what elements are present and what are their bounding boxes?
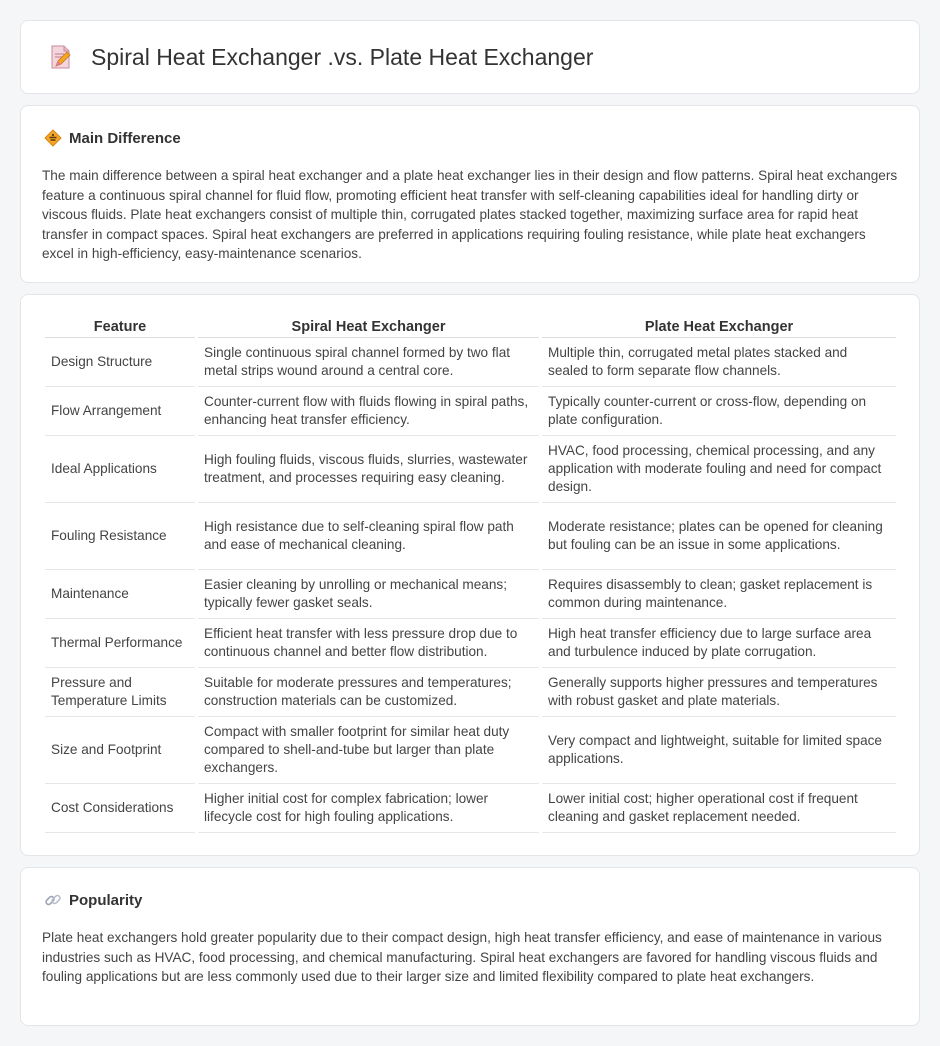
section-title: Popularity [69, 891, 143, 909]
section-body: Plate heat exchangers hold greater popularity due to their compact design, high heat transfer efficiency, and ease of maintenance in various industries such as HVAC, food processing, and chemical manufacturing. Spiral heat exchangers are favored for handling viscous fluids and fouling applications but are less commonly used due to their larger size and limited flexibility compared to plate heat exchangers. [42, 930, 882, 984]
table-cell-feature: Pressure and Temperature Limits [45, 668, 195, 717]
table-cell-plate: Typically counter-current or cross-flow, depending on plate configuration. [542, 387, 896, 436]
table-row [45, 503, 896, 570]
table-row [45, 717, 896, 784]
table-cell-plate: Very compact and lightweight, suitable for limited space applications. [542, 717, 896, 784]
table-cell-plate: Requires disassembly to clean; gasket replacement is common during maintenance. [542, 570, 896, 619]
table-cell-feature: Flow Arrangement [45, 387, 195, 436]
section-body: The main difference between a spiral heat exchanger and a plate heat exchanger lies in their design and flow patterns. Spiral heat exchangers feature a continuous spiral channel for fluid flow, promoting efficient heat transfer with self-cleaning capabilities ideal for handling dirty or viscous fluids. Plate heat exchangers consist of multiple thin, corrugated plates stacked together, maximizing surface area for rapid heat transfer in compact spaces. Spiral heat exchangers are preferred in applications requiring fouling resistance, while plate heat exchangers excel in high-efficiency, easy-maintenance scenarios. [42, 168, 898, 261]
table-cell-feature: Fouling Resistance [45, 503, 195, 570]
table-cell-plate: HVAC, food processing, chemical processing, and any application with moderate fouling and need for compact design. [542, 436, 896, 503]
table-cell-spiral: Easier cleaning by unrolling or mechanical means; typically fewer gasket seals. [198, 570, 539, 619]
table-cell-plate: Generally supports higher pressures and temperatures with robust gasket and plate materials. [542, 668, 896, 717]
table-cell-plate: High heat transfer efficiency due to large surface area and turbulence induced by plate corrugation. [542, 619, 896, 668]
table-cell-plate: Moderate resistance; plates can be opened for cleaning but fouling can be an issue in some applications. [542, 503, 896, 570]
table-row [45, 436, 896, 503]
document-pencil-icon [45, 42, 75, 72]
section-title: Main Difference [69, 129, 181, 147]
table-cell-feature: Size and Footprint [45, 717, 195, 784]
table-cell-spiral: High fouling fluids, viscous fluids, slurries, wastewater treatment, and processes requiring easy cleaning. [198, 436, 539, 503]
table-cell-feature: Maintenance [45, 570, 195, 619]
header-card [20, 20, 920, 94]
table-row [45, 338, 896, 387]
table-row [45, 570, 896, 619]
table-cell-spiral: Counter-current flow with fluids flowing in spiral paths, enhancing heat transfer efficiency. [198, 387, 539, 436]
main-difference-section [20, 105, 920, 283]
table-row [45, 387, 896, 436]
table-cell-spiral: Higher initial cost for complex fabrication; lower lifecycle cost for high fouling applications. [198, 784, 539, 833]
table-cell-plate: Multiple thin, corrugated metal plates stacked and sealed to form separate flow channels. [542, 338, 896, 387]
table-cell-plate: Lower initial cost; higher operational cost if frequent cleaning and gasket replacement needed. [542, 784, 896, 833]
table-row [45, 619, 896, 668]
table-header-row [45, 316, 896, 338]
header-feature: Feature [45, 316, 195, 338]
table-cell-spiral: High resistance due to self-cleaning spiral flow path and ease of mechanical cleaning. [198, 503, 539, 570]
header-plate: Plate Heat Exchanger [542, 316, 896, 338]
table-cell-spiral: Single continuous spiral channel formed by two flat metal strips wound around a central core. [198, 338, 539, 387]
table-cell-spiral: Compact with smaller footprint for similar heat duty compared to shell-and-tube but larger than plate exchangers. [198, 717, 539, 784]
page-title: Spiral Heat Exchanger .vs. Plate Heat Exchanger [91, 43, 594, 70]
popularity-section [20, 867, 920, 1026]
comparison-table-section [20, 294, 920, 856]
table-cell-spiral: Suitable for moderate pressures and temperatures; construction materials can be customized. [198, 668, 539, 717]
table-row [45, 668, 896, 717]
table-cell-feature: Cost Considerations [45, 784, 195, 833]
table-row [45, 784, 896, 833]
comparison-table [42, 316, 899, 833]
warning-diamond-icon [43, 128, 63, 148]
header-spiral: Spiral Heat Exchanger [198, 316, 539, 338]
link-icon [43, 890, 63, 910]
table-cell-spiral: Efficient heat transfer with less pressure drop due to continuous channel and better flow distribution. [198, 619, 539, 668]
table-cell-feature: Ideal Applications [45, 436, 195, 503]
table-cell-feature: Thermal Performance [45, 619, 195, 668]
table-cell-feature: Design Structure [45, 338, 195, 387]
